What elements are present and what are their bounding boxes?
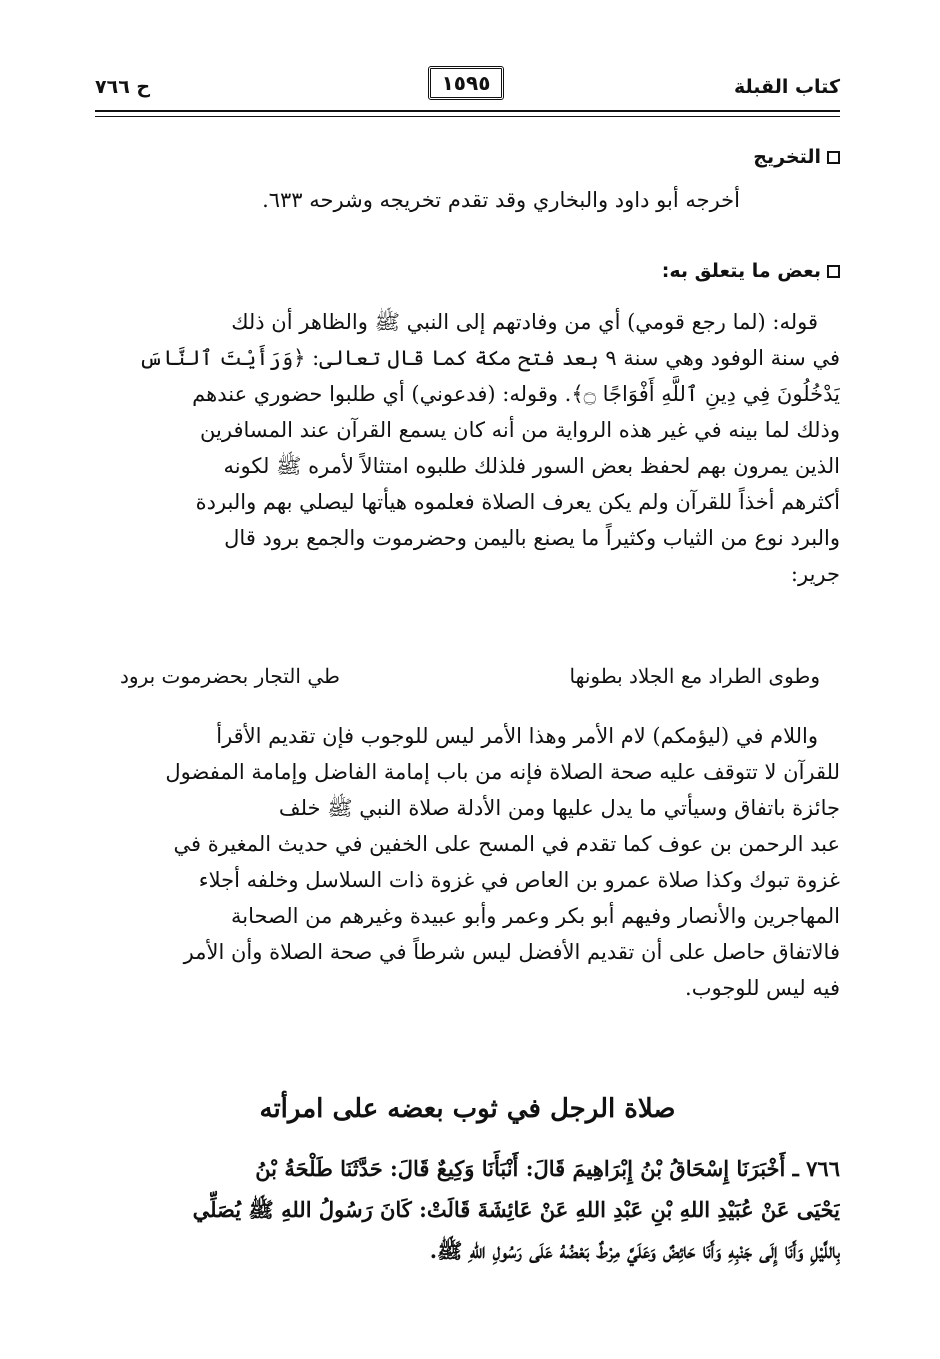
related-line: يَدْخُلُونَ فِي دِينِ ٱللَّهِ أَفْوَاجًا ۝﴾. وقوله: (فدعوني) أي طلبوا حضوري عندهم bbox=[192, 382, 840, 406]
commentary-line: جائزة باتفاق وسيأتي ما يدل عليها ومن الأدلة صلاة النبي ﷺ خلف bbox=[278, 796, 840, 820]
commentary-line: فيه ليس للوجوب. bbox=[685, 976, 840, 1000]
commentary-line: واللام في (ليؤمكم) لام الأمر وهذا الأمر ليس للوجوب فإن تقديم الأقرأ bbox=[216, 724, 818, 748]
related-line: في سنة الوفود وهي سنة ٩ بعد فتح مكة كما قال تعالى: ﴿وَرَأَيْتَ ٱلنَّاسَ bbox=[138, 346, 840, 370]
commentary-line: غزوة تبوك وكذا صلاة عمرو بن العاص في غزوة ذات السلاسل وخلفه أجلاء bbox=[198, 868, 840, 892]
commentary-line: فالاتفاق حاصل على أن تقديم الأفضل ليس شرطاً في صحة الصلاة وأن الأمر bbox=[183, 940, 840, 964]
page-number: ١٥٩٥ bbox=[441, 71, 491, 95]
takhrij-text: أخرجه أبو داود والبخاري وقد تقدم تخريجه وشرحه ٦٣٣. bbox=[262, 188, 740, 212]
related-line: والبرد نوع من الثياب وكثيراً ما يصنع باليمن وحضرموت والجمع برود قال bbox=[224, 526, 840, 550]
poetry-verse bbox=[120, 664, 820, 688]
commentary-line: المهاجرين والأنصار وفيهم أبو بكر وعمر وأبو عبيدة وغيرهم من الصحابة bbox=[230, 904, 840, 928]
related-line: الذين يمرون بهم لحفظ بعض السور فلذلك طلبوه امتثالاً لأمره ﷺ لكونه bbox=[223, 454, 840, 478]
hadith-line: ٧٦٦ ـ أَخْبَرَنَا إِسْحَاقُ بْنُ إِبْرَاهِيمَ قَالَ: أَنْبَأَنَا وَكِيعٌ قَالَ: حَدَّثَنَا طَلْحَةُ بْنُ bbox=[255, 1156, 840, 1181]
checkbox-square-icon bbox=[827, 265, 840, 278]
chapter-title: صلاة الرجل في ثوب بعضه على امرأته bbox=[259, 1094, 676, 1124]
verse-first-hemistich: وطوى الطراد مع الجلاد بطونها bbox=[569, 664, 820, 688]
related-heading bbox=[662, 260, 840, 282]
header-rule-thin bbox=[95, 116, 840, 117]
page-number-box bbox=[428, 66, 504, 100]
related-line: قوله: (لما رجع قومي) أي من وفادتهم إلى النبي ﷺ والظاهر أن ذلك bbox=[231, 310, 818, 334]
commentary-line: عبد الرحمن بن عوف كما تقدم في المسح على الخفين في حديث المغيرة في bbox=[173, 832, 840, 856]
takhrij-heading bbox=[753, 146, 840, 168]
header-rule-thick bbox=[95, 110, 840, 112]
related-paragraph bbox=[95, 304, 840, 592]
related-heading-text: بعض ما يتعلق به: bbox=[661, 260, 821, 282]
hadith-line: يَحْيَى عَنْ عُبَيْدِ اللهِ بْنِ عَبْدِ اللهِ عَنْ عَائِشَةَ قَالَتْ: كَانَ رَسُولُ اللهِ ﷺ يُصَلِّي bbox=[192, 1197, 840, 1222]
takhrij-heading-text: التخريج bbox=[753, 146, 821, 168]
related-line: جرير: bbox=[790, 562, 840, 586]
commentary-paragraph bbox=[95, 718, 840, 1006]
related-line: أكثرهم أخذاً للقرآن ولم يكن يعرف الصلاة فعلموه هيأتها ليصلي بهم والبردة bbox=[195, 490, 840, 514]
book-title: كتاب القبلة bbox=[733, 76, 840, 98]
commentary-line: للقرآن لا تتوقف عليه صحة الصلاة فإنه من باب إمامة الفاضل وإمامة المفضول bbox=[165, 760, 840, 784]
hadith-text bbox=[95, 1148, 840, 1271]
verse-second-hemistich: طي التجار بحضرموت برود bbox=[120, 664, 340, 688]
related-line: وذلك لما بينه في غير هذه الرواية من أنه كان يسمع القرآن عند المسافرين bbox=[200, 418, 840, 442]
page-header bbox=[95, 66, 840, 108]
takhrij-paragraph bbox=[95, 182, 795, 218]
hadith-line: بِاللَّيْلِ وَأَنَا إِلَى جَنْبِهِ وَأَنَا حَائِضٌ وَعَلَيَّ مِرْطٌ بَعْضُهُ عَلَى رَسُولِ اللهِ ﷺ. bbox=[429, 1238, 840, 1263]
hadith-reference: ح ٧٦٦ bbox=[95, 76, 151, 98]
checkbox-square-icon bbox=[827, 151, 840, 164]
